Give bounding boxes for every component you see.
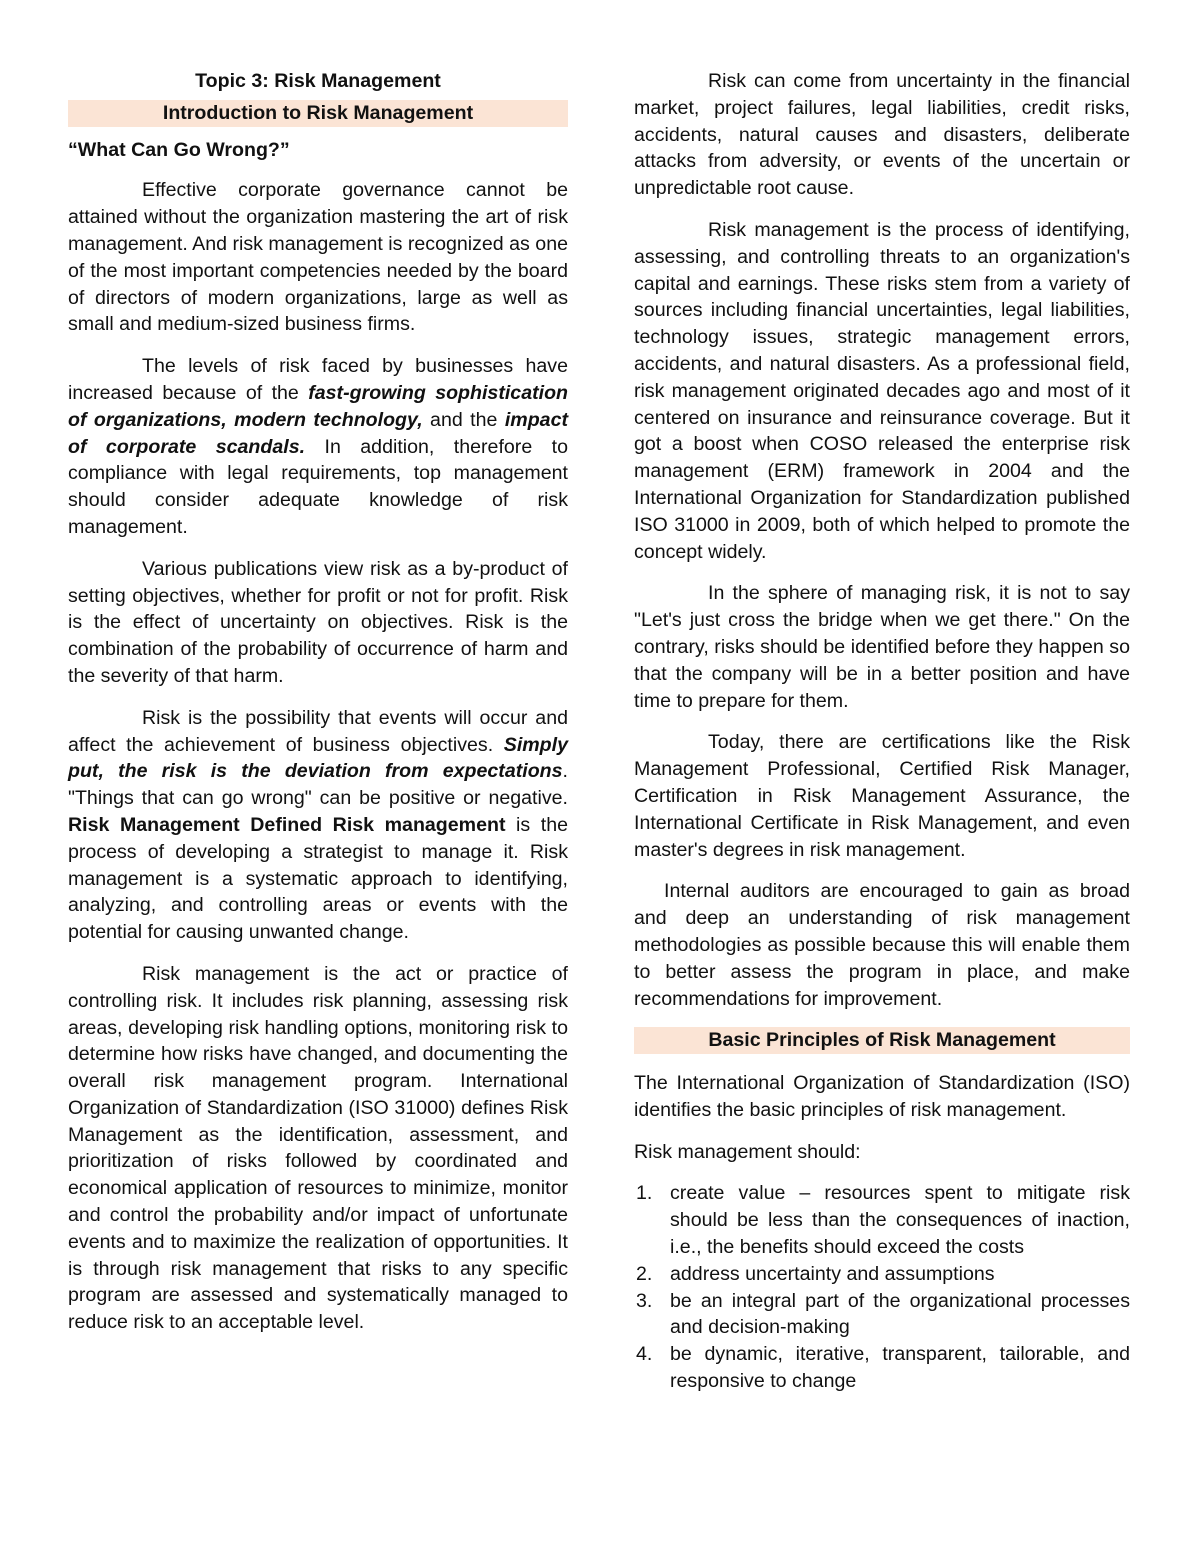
paragraph-governance: Effective corporate governance cannot be attained without the organization mastering the art of risk management. And risk management is recognized as one of the most important competencies needed by the board of directors of modern organizations, large as well as small and medium-sized business firms. [68, 179, 568, 336]
text-run: In addition, therefore to compliance with legal requirements, top management should consider adequate knowledge of risk management. [68, 435, 568, 538]
text-run: The levels of risk faced by businesses have increased because of the [68, 355, 568, 404]
paragraph-risk-sources: Risk can come from uncertainty in the financial market, project failures, legal liabilities, credit risks, accidents, natural causes and disasters, deliberate attacks from adversity, or events of the uncertain or unpredictable root cause. [634, 70, 1130, 200]
list-item [634, 1341, 1130, 1395]
paragraph-iso-principles: The International Organization of Standardization (ISO) identifies the basic principles of risk management. [634, 1072, 1130, 1121]
text-run: Risk is the possibility that events will occur and affect the achievement of business objectives. [68, 706, 568, 756]
right-column [634, 68, 1130, 1395]
emphasis-text: fast-growing sophistication of organizations, modern technology, [68, 381, 569, 431]
section-heading-introduction: Introduction to Risk Management [68, 100, 568, 127]
list-item [634, 1288, 1130, 1342]
paragraph-risk-possibility [68, 705, 568, 946]
list-item [634, 1261, 1130, 1288]
list-item [634, 1180, 1130, 1260]
paragraph-certifications: Today, there are certifications like the Risk Management Professional, Certified Risk Manager, Certification in Risk Management Assurance, the International Certificate in Risk Management, and even master's degrees in risk management. [634, 731, 1130, 861]
document-title: Topic 3: Risk Management [195, 70, 441, 92]
paragraph-act-or-practice: Risk management is the act or practice of controlling risk. It includes risk planning, assessing risk areas, developing risk handling options, monitoring risk to determine how risks have changed, and documenting the overall risk management program. International Organization of Standardization (ISO 31000) defines Risk Management as the identification, assessment, and prioritization of risks followed by coordinated and economical application of resources to minimize, monitor and control the probability and/or impact of unfortunate events and to maximize the realization of opportunities. It is through risk management that risks to any specific program are assessed and systematically managed to reduce risk to an acceptable level. [68, 962, 568, 1334]
left-column [68, 68, 568, 1351]
paragraph-levels-of-risk [68, 353, 568, 541]
paragraph-internal-auditors: Internal auditors are encouraged to gain as broad and deep an understanding of risk management methodologies as possible because this will enable them to better assess the program in place, and make recommendations for improvement. [634, 880, 1130, 1010]
list-number: 4. [636, 1343, 653, 1366]
emphasis-text: Simply put, the risk is the deviation from expectations [68, 733, 568, 783]
list-number: 2. [636, 1262, 653, 1285]
list-number: 1. [636, 1182, 653, 1205]
bold-term: Risk Management Defined Risk management [68, 813, 506, 836]
list-item-text: address uncertainty and assumptions [670, 1262, 995, 1285]
text-run: and the [422, 408, 505, 431]
paragraph-risk-management-process: Risk management is the process of identifying, assessing, and controlling threats to an organization's capital and earnings. These risks stem from a variety of sources including financial uncertainties, legal liabilities, technology issues, strategic management errors, accidents, and natural disasters. As a professional field, risk management originated decades ago and most of it centered on insurance and reinsurance coverage. But it got a boost when COSO released the enterprise risk management (ERM) framework in 2004 and the International Organization for Standardization published ISO 31000 in 2009, both of which helped to promote the concept widely. [634, 218, 1130, 563]
list-item-text: be dynamic, iterative, transparent, tailorable, and responsive to change [670, 1343, 1130, 1393]
text-run: . "Things that can go wrong" can be positive or negative. [68, 760, 568, 810]
section-heading-basic-principles: Basic Principles of Risk Management [634, 1027, 1130, 1054]
list-item-text: create value – resources spent to mitigate risk should be less than the consequences of inaction, i.e., the benefits should exceed the costs [670, 1182, 1130, 1259]
text-run: is the process of developing a strategist to manage it. Risk management is a systematic approach to identifying, analyzing, and controlling areas or events with the potential for causing unwanted change. [68, 813, 569, 944]
list-item-text: be an integral part of the organizational processes and decision-making [670, 1289, 1130, 1339]
paragraph-risk-management-should: Risk management should: [634, 1140, 861, 1163]
paragraph-sphere-of-risk: In the sphere of managing risk, it is not to say "Let's just cross the bridge when we get there." On the contrary, risks should be identified before they happen so that the company will be in a better position and have time to prepare for them. [634, 582, 1130, 712]
list-number: 3. [636, 1289, 653, 1312]
paragraph-publications: Various publications view risk as a by-product of setting objectives, whether for profit or not for profit. Risk is the effect of uncertainty on objectives. Risk is the combination of the probability of occurrence of harm and the severity of that harm. [68, 557, 568, 687]
principles-list [634, 1180, 1130, 1394]
emphasis-text: impact of corporate scandals. [68, 408, 568, 458]
subheading-what-can-go-wrong: “What Can Go Wrong?” [68, 138, 290, 161]
